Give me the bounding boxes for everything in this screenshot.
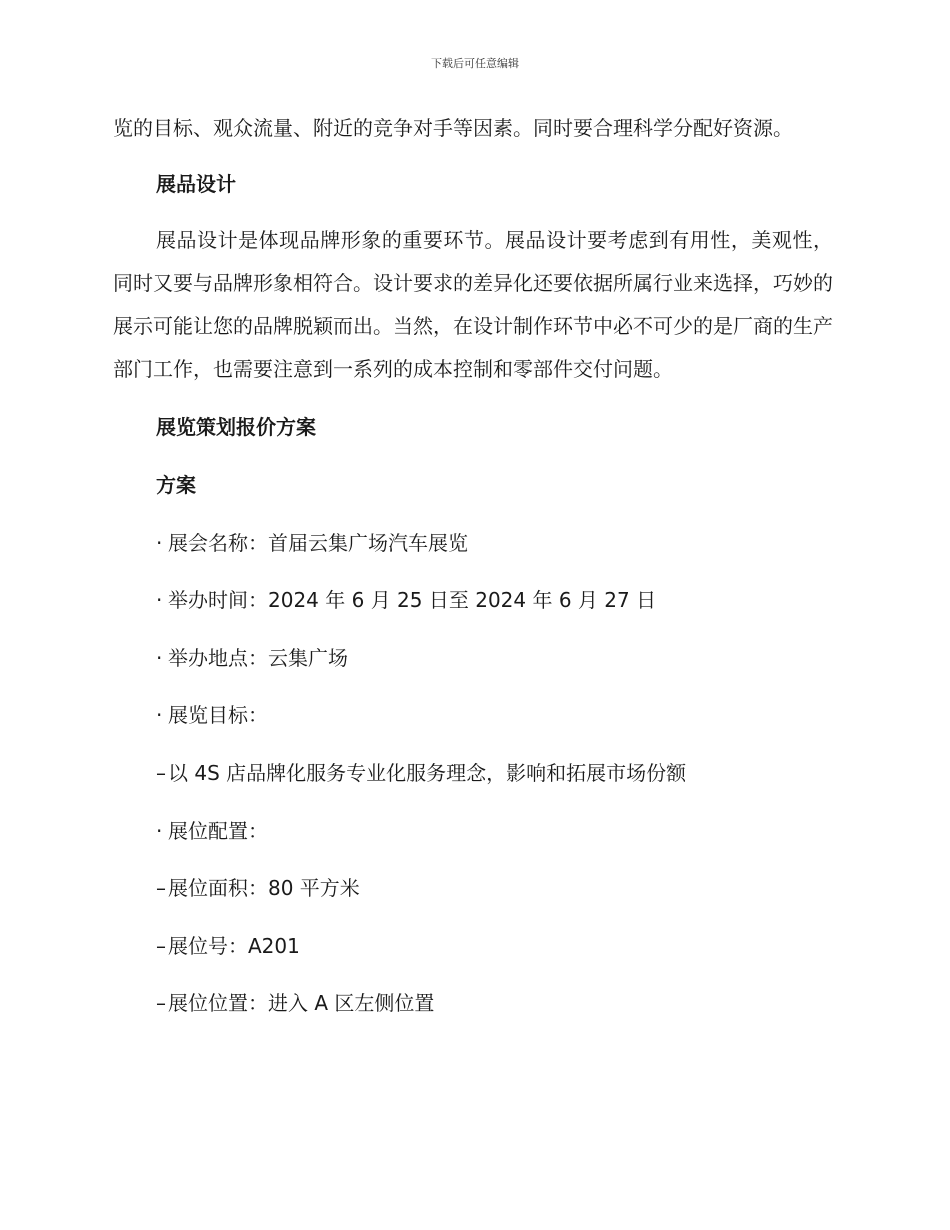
list-item-text: 展位位置：进入 A 区左侧位置 <box>168 991 435 1016</box>
section-heading-quote: 展览策划报价方案 <box>156 415 316 439</box>
list-item <box>113 579 833 622</box>
section-heading-design: 展品设计 <box>156 172 236 196</box>
list-item <box>113 925 833 968</box>
bullet-marker: · <box>156 530 163 555</box>
section-heading-plan: 方案 <box>156 473 196 497</box>
list-item <box>113 522 833 565</box>
bullet-marker: · <box>156 818 163 843</box>
bullet-marker: · <box>156 588 163 613</box>
list-item-text: 展位配置： <box>168 818 268 843</box>
list-item <box>113 867 833 910</box>
plan-list <box>113 522 833 1026</box>
list-item-text: 展位面积：80 平方米 <box>168 876 360 901</box>
list-item-text: 举办地点：云集广场 <box>168 645 348 670</box>
list-item-text: 以 4S 店品牌化服务专业化服务理念，影响和拓展市场份额 <box>168 760 687 785</box>
list-item-text: 举办时间：2024 年 6 月 25 日至 2024 年 6 月 27 日 <box>168 588 657 613</box>
list-item-text: 展会名称：首届云集广场汽车展览 <box>168 530 468 555</box>
page-header: 下载后可任意编辑 <box>431 57 519 70</box>
dash-marker: – <box>156 760 166 785</box>
design-paragraph: 展品设计是体现品牌形象的重要环节。展品设计要考虑到有用性，美观性，同时又要与品牌形象相符合。设计要求的差异化还要依据所属行业来选择，巧妙的展示可能让您的品牌脱颖而出。当然，在设计制作环节中必不可少的是厂商的生产部门工作，也需要注意到一系列的成本控制和零部件交付问题。 <box>113 228 833 381</box>
list-item-text: 展览目标： <box>168 703 268 728</box>
dash-marker: – <box>156 933 166 958</box>
bullet-marker: · <box>156 703 163 728</box>
list-item-text: 展位号：A201 <box>168 933 300 958</box>
list-item <box>113 637 833 680</box>
dash-marker: – <box>156 991 166 1016</box>
list-item <box>113 810 833 853</box>
list-item <box>113 694 833 737</box>
list-item <box>113 752 833 795</box>
dash-marker: – <box>156 876 166 901</box>
bullet-marker: · <box>156 645 163 670</box>
intro-paragraph: 览的目标、观众流量、附近的竞争对手等因素。同时要合理科学分配好资源。 <box>113 116 793 140</box>
document-body <box>113 107 833 1025</box>
list-item <box>113 982 833 1025</box>
